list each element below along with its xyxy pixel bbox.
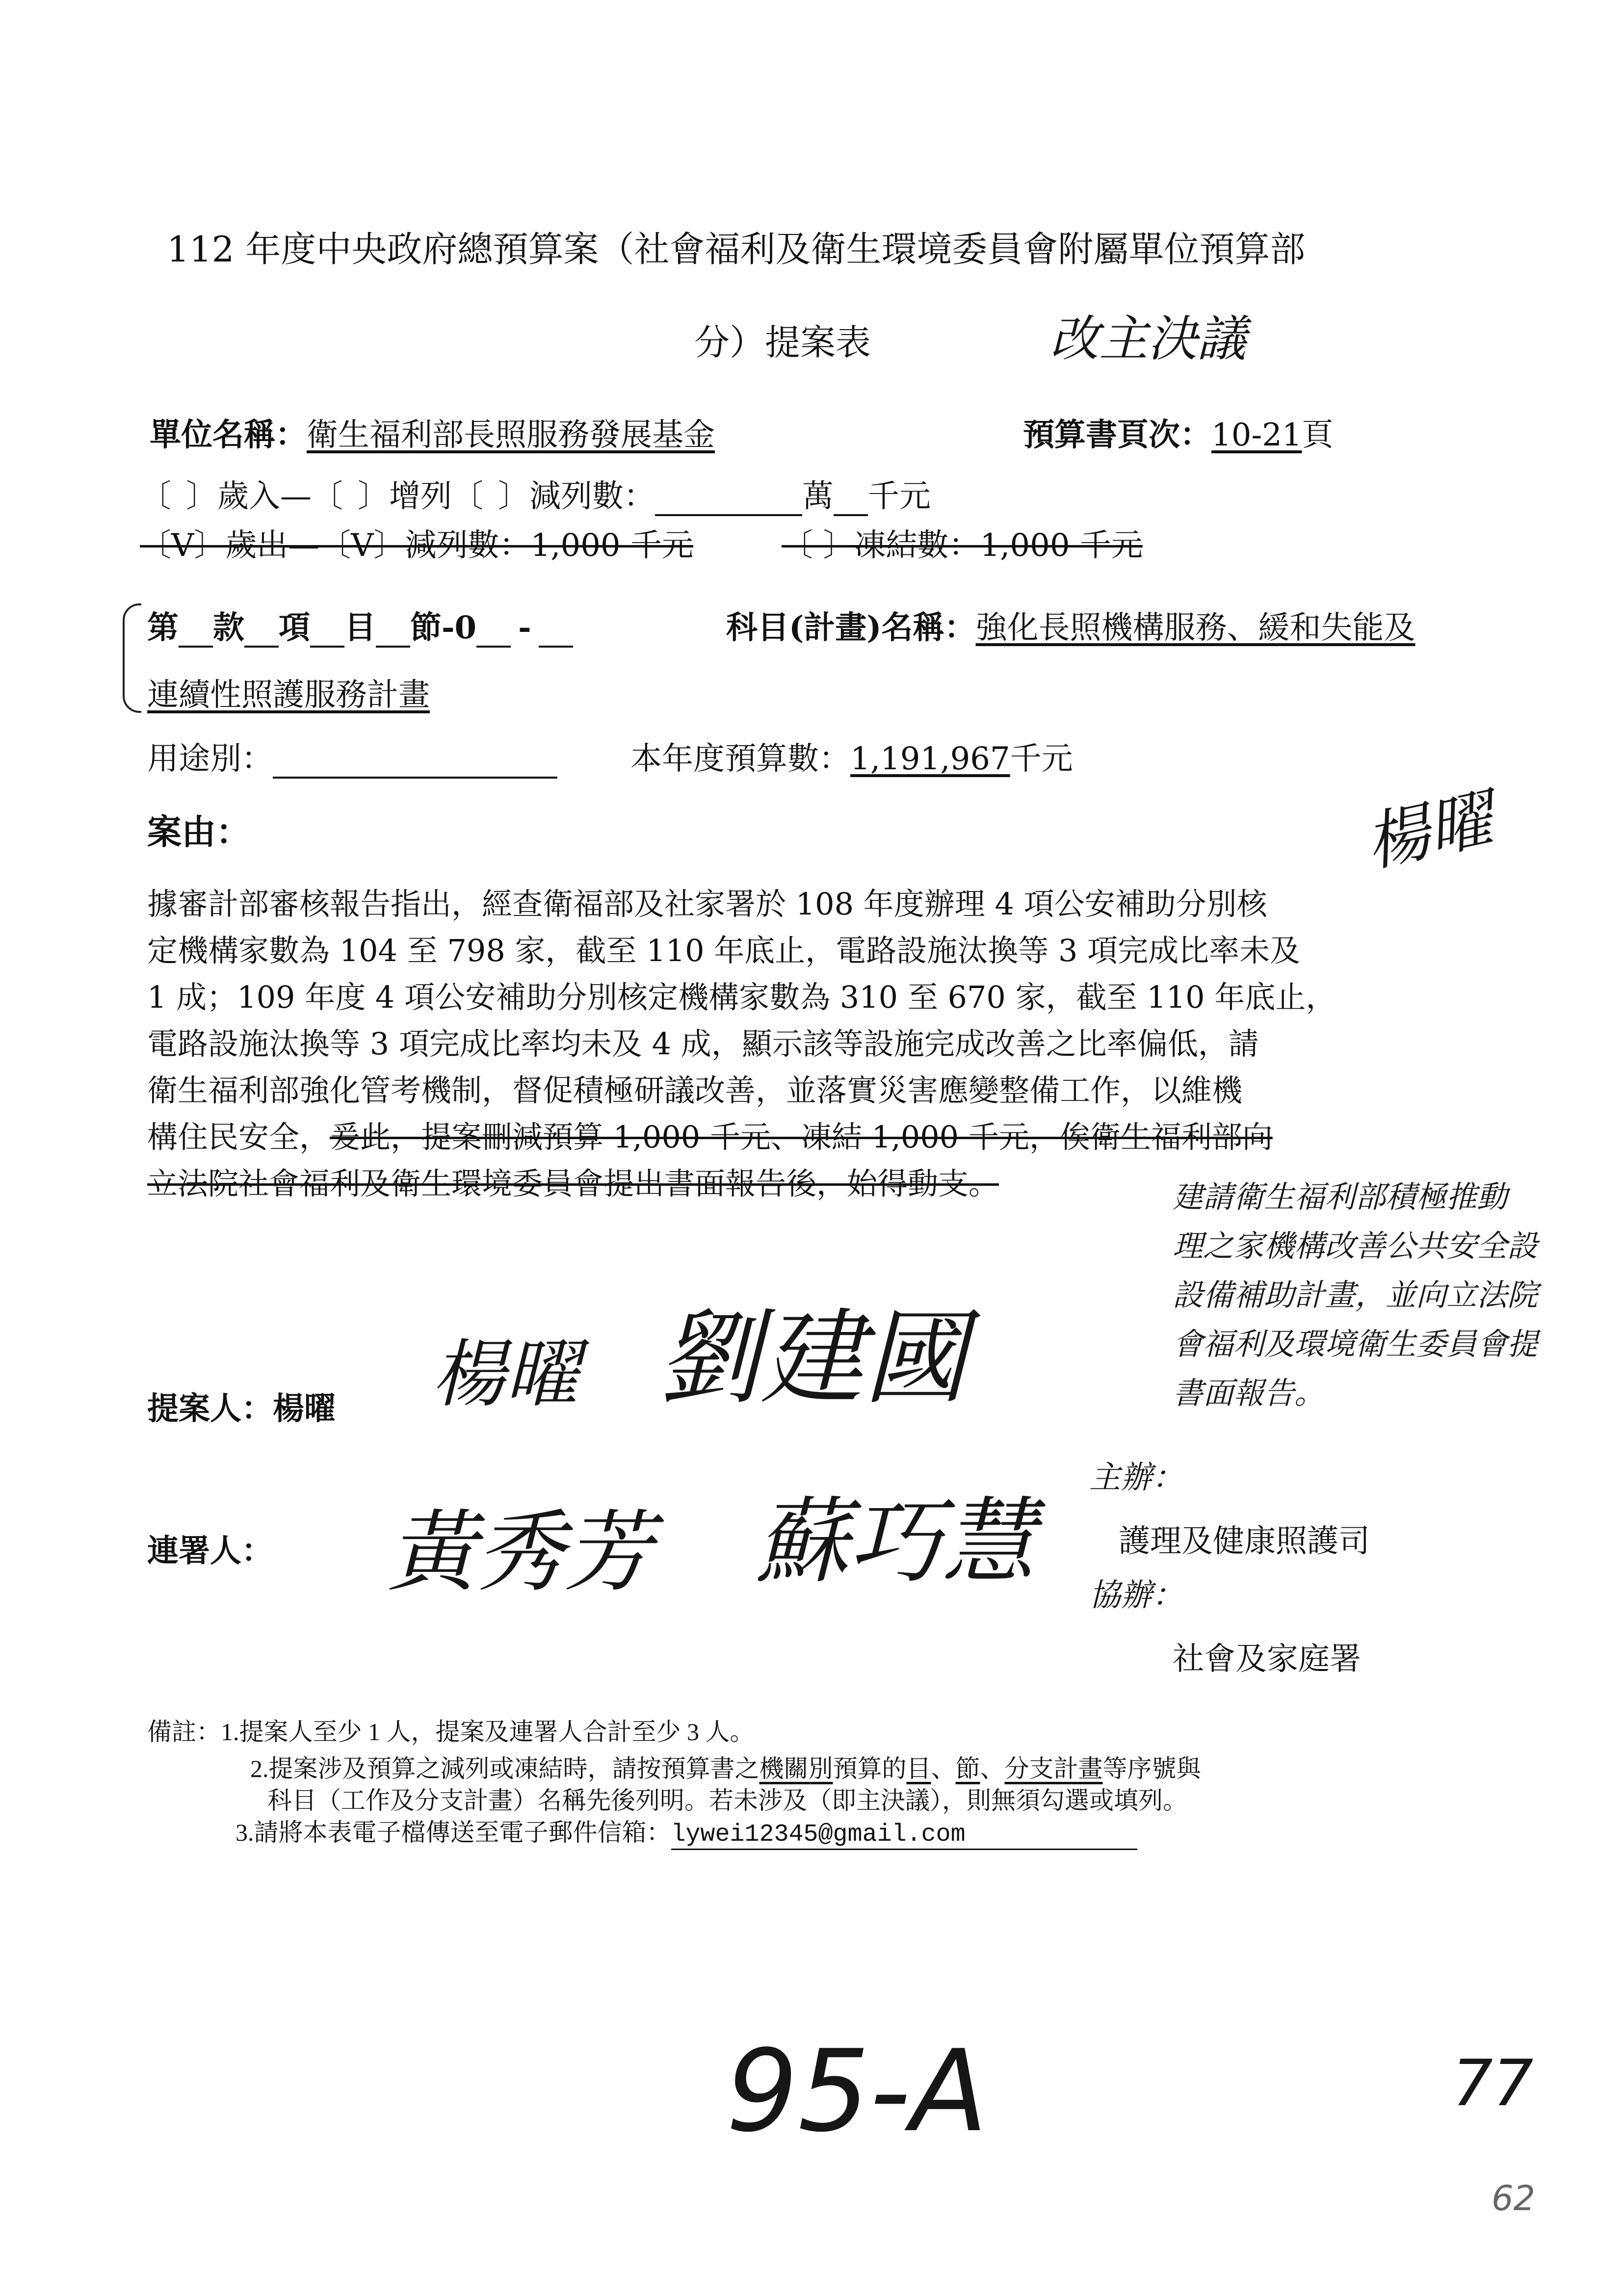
- amendment-line: 理之家機構改善公共安全設: [1173, 1228, 1538, 1264]
- note-2a-sep1: 、: [931, 1755, 956, 1782]
- subject-value-2: 連續性照護服務計畫: [147, 677, 430, 713]
- proposer-label: 提案人：: [147, 1390, 273, 1427]
- usage-label: 用途別：: [147, 741, 273, 777]
- subject-value-1: 強化長照機構服務、緩和失能及: [975, 610, 1415, 646]
- item-jie: 節-0: [410, 609, 477, 646]
- note-2a-mid: 預算的: [833, 1755, 907, 1782]
- xiang-blank[interactable]: [244, 646, 279, 648]
- lead-unit-label: 主辦：: [1089, 1460, 1183, 1496]
- proposer-signature-1: 楊曜: [432, 1332, 579, 1417]
- decrease-label: 〕減列數：: [498, 478, 655, 515]
- expense-row: [140, 520, 1143, 565]
- reason-line: 衛生福利部強化管考機制，督促積極研議改善，並落實災害應變整備工作，以維機: [147, 1072, 1243, 1108]
- note-2b: 科目（工作及分支計畫）名稱先後列明。若未涉及（即主決議），則無須勾選或填列。: [267, 1787, 1187, 1814]
- reason-line: 1 成；109 年度 4 項公安補助分別核定機構家數為 310 至 670 家，截至 110 年底止，: [147, 979, 1336, 1015]
- budget-page-label: 預算書頁次：: [1023, 417, 1211, 453]
- unit-row: [150, 410, 715, 455]
- reason-line-6-plain: 構住民安全，: [147, 1119, 330, 1155]
- proposer-signature-2: 劉建國: [657, 1298, 967, 1418]
- usage-blank[interactable]: [273, 777, 557, 779]
- reason-line: 據審計部審核報告指出，經查衛福部及社家署於 108 年度辦理 4 項公安補助分別核: [147, 886, 1267, 922]
- income-row: [140, 471, 931, 516]
- expense-reduction-text: 〔V〕歲出—〔V〕減列數：1,000 千元: [140, 527, 693, 564]
- item-row: [147, 602, 573, 648]
- cosigner-signature-1: 黃秀芳: [388, 1501, 653, 1604]
- item-kuan: 款: [213, 609, 244, 646]
- case-number: 95-A: [726, 2026, 988, 2157]
- budget-page-suffix: 頁: [1302, 417, 1334, 453]
- note-2a: [250, 1749, 1201, 1784]
- unit-value: 衛生福利部長照服務發展基金: [307, 417, 715, 453]
- subject-row: [726, 602, 1415, 648]
- document-title-line1: 112 年度中央政府總預算案（社會福利及衛生環境委員會附屬單位預算部: [167, 229, 1306, 270]
- amendment-line: 設備補助計畫，並向立法院: [1173, 1277, 1538, 1313]
- email-link[interactable]: lywei12345@gmail.com: [671, 1821, 966, 1849]
- note-2a-agency: 機關別: [759, 1755, 833, 1782]
- page-mark-1: 77: [1452, 2046, 1534, 2120]
- jie-sub-blank[interactable]: [476, 646, 511, 648]
- mu-blank[interactable]: [310, 646, 344, 648]
- subject-continued: [147, 670, 430, 715]
- handwritten-amendment: [1173, 1173, 1538, 1418]
- lead-unit: 護理及健康照護司: [1119, 1523, 1370, 1560]
- budget-amount-label: 本年度預算數：: [630, 741, 850, 777]
- budget-amount-unit: 千元: [1010, 741, 1073, 777]
- usage-row: [147, 733, 557, 779]
- expense-freeze-text: 〔 〕凍結數：1,000 千元: [782, 527, 1143, 564]
- jie-blank[interactable]: [376, 646, 410, 648]
- reason-line: 定機構家數為 104 至 798 家，截至 110 年底止，電路設施汰換等 3 項完成比率未及: [147, 933, 1301, 968]
- qian-blank[interactable]: [834, 514, 868, 516]
- reason-paragraph: [147, 881, 1452, 1207]
- reason-line-6-struck: 爰此，提案刪減預算 1,000 千元、凍結 1,000 千元，俟衛生福利部向: [330, 1119, 1273, 1155]
- note-2a-branch: 分支計畫: [1004, 1755, 1103, 1782]
- margin-signature: 楊曜: [1359, 781, 1499, 881]
- reason-line-7-struck: 立法院社會福利及衛生環境委員會提出書面報告後，始得動支。: [147, 1166, 999, 1201]
- unit-wan: 萬: [802, 478, 834, 515]
- note-2a-pre: 2.提案涉及預算之減列或凍結時，請按預算書之: [250, 1755, 760, 1782]
- note-2a-sep2: 、: [980, 1755, 1005, 1782]
- budget-amount-value: 1,191,967: [850, 741, 1010, 777]
- budget-amount-row: [630, 733, 1073, 779]
- unit-label: 單位名稱：: [150, 417, 307, 453]
- amendment-line: 建請衛生福利部積極推動: [1173, 1179, 1508, 1215]
- assist-unit-label: 協辦：: [1089, 1577, 1183, 1614]
- note-2a-jie: 節: [955, 1755, 980, 1782]
- assist-unit: 社會及家庭署: [1173, 1641, 1361, 1677]
- item-kuan-prefix: 第: [147, 609, 179, 646]
- item-xiang: 項: [279, 609, 310, 646]
- kuan-blank[interactable]: [179, 646, 213, 648]
- amendment-line: 書面報告。: [1173, 1375, 1325, 1411]
- cosigner-signature-2: 蘇巧慧: [756, 1487, 1036, 1596]
- income-checkbox-open[interactable]: 〔: [140, 478, 171, 515]
- proposer-row: [147, 1383, 336, 1429]
- amendment-line: 會福利及環境衛生委員會提: [1173, 1326, 1538, 1362]
- income-label: 〕歲入—〔: [186, 478, 343, 515]
- note-3-pre: 3.請將本表電子檔傳送至電子郵件信箱：: [236, 1819, 671, 1846]
- handwritten-decision-note: 改主決議: [1050, 310, 1246, 367]
- budget-page-value: 10-21: [1211, 417, 1302, 453]
- note-1: 1.提案人至少 1 人，提案及連署人合計至少 3 人。: [221, 1718, 755, 1746]
- notes-label: 備註：: [147, 1718, 221, 1746]
- subject-label: 科目(計畫)名稱：: [726, 609, 976, 646]
- unit-qian: 千元: [868, 478, 931, 515]
- proposer-name: 楊曜: [273, 1390, 336, 1427]
- reason-line-6: [147, 1114, 1452, 1160]
- item-dash: -: [518, 609, 531, 646]
- increase-label: 〕增列〔: [358, 478, 483, 515]
- note-2a-mu: 目: [906, 1755, 931, 1782]
- document-title-line2: 分）提案表: [694, 322, 871, 363]
- budget-page-row: [1023, 410, 1334, 455]
- cosigner-label: 連署人：: [147, 1533, 273, 1569]
- reason-label: 案由：: [147, 811, 250, 852]
- tail-blank[interactable]: [539, 646, 573, 648]
- reason-line: 電路設施汰換等 3 項完成比率均未及 4 成，顯示該等設施完成改善之比率偏低，請: [147, 1026, 1259, 1062]
- item-bracket: [123, 603, 141, 713]
- wan-blank[interactable]: [655, 514, 802, 516]
- note-3: [236, 1813, 1137, 1850]
- page-mark-2: 62: [1492, 2178, 1536, 2218]
- item-mu: 目: [344, 609, 376, 646]
- note-2a-post: 等序號與: [1102, 1755, 1201, 1782]
